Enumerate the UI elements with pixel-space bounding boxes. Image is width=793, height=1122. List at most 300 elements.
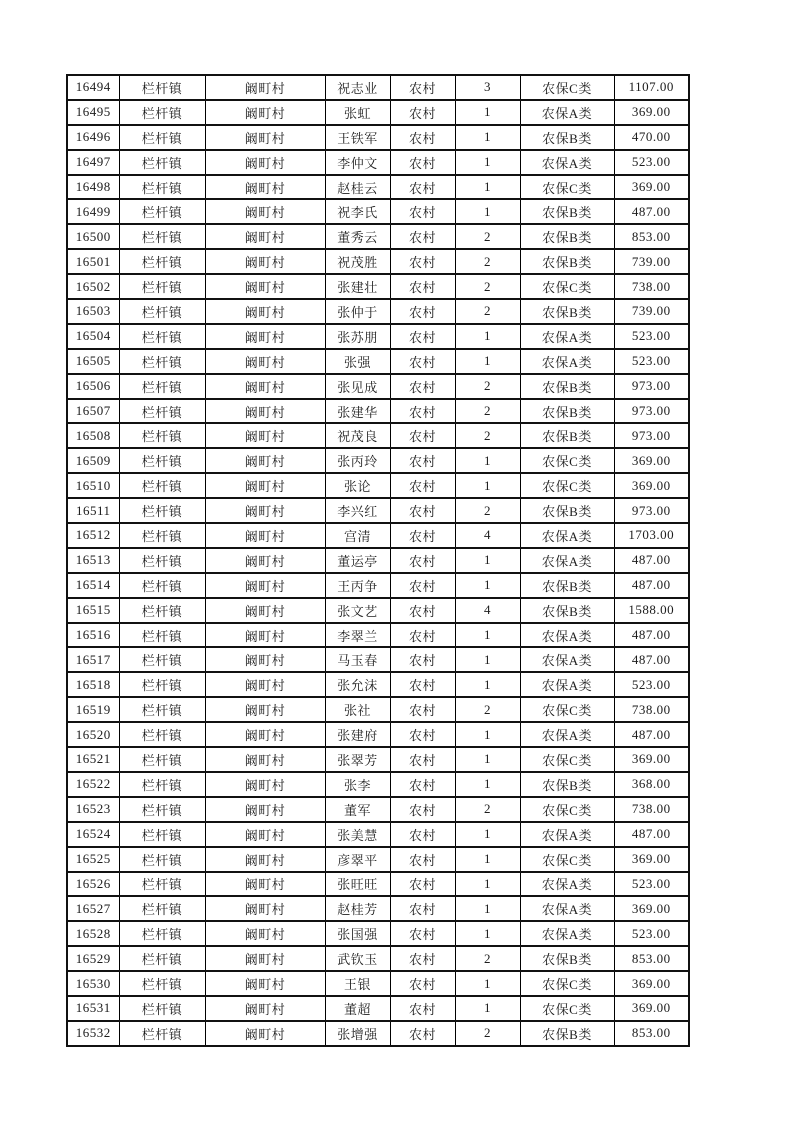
cell-person_count: 2 xyxy=(455,1021,520,1046)
cell-name: 张苏朋 xyxy=(325,324,390,349)
cell-town: 栏杆镇 xyxy=(119,896,205,921)
table-row xyxy=(67,797,689,822)
cell-serial: 16527 xyxy=(67,896,119,921)
cell-village: 阚町村 xyxy=(205,548,325,573)
cell-name: 李翠兰 xyxy=(325,623,390,648)
cell-insurance_category: 农保A类 xyxy=(520,672,614,697)
cell-household_type: 农村 xyxy=(390,374,455,399)
cell-village: 阚町村 xyxy=(205,971,325,996)
table-body xyxy=(67,75,689,1046)
cell-amount: 523.00 xyxy=(614,349,689,374)
cell-serial: 16515 xyxy=(67,598,119,623)
table-row xyxy=(67,324,689,349)
cell-amount: 853.00 xyxy=(614,224,689,249)
cell-person_count: 2 xyxy=(455,697,520,722)
cell-town: 栏杆镇 xyxy=(119,598,205,623)
cell-household_type: 农村 xyxy=(390,971,455,996)
cell-insurance_category: 农保B类 xyxy=(520,772,614,797)
cell-amount: 739.00 xyxy=(614,249,689,274)
cell-town: 栏杆镇 xyxy=(119,847,205,872)
cell-household_type: 农村 xyxy=(390,672,455,697)
cell-town: 栏杆镇 xyxy=(119,797,205,822)
cell-name: 李兴红 xyxy=(325,498,390,523)
cell-person_count: 1 xyxy=(455,822,520,847)
cell-name: 张虹 xyxy=(325,100,390,125)
cell-amount: 973.00 xyxy=(614,423,689,448)
cell-town: 栏杆镇 xyxy=(119,747,205,772)
cell-insurance_category: 农保C类 xyxy=(520,448,614,473)
cell-person_count: 1 xyxy=(455,921,520,946)
table-row xyxy=(67,249,689,274)
cell-serial: 16512 xyxy=(67,523,119,548)
cell-person_count: 1 xyxy=(455,125,520,150)
cell-amount: 853.00 xyxy=(614,1021,689,1046)
cell-village: 阚町村 xyxy=(205,722,325,747)
cell-town: 栏杆镇 xyxy=(119,548,205,573)
cell-amount: 487.00 xyxy=(614,199,689,224)
cell-person_count: 1 xyxy=(455,647,520,672)
cell-serial: 16506 xyxy=(67,374,119,399)
table-row xyxy=(67,921,689,946)
cell-village: 阚町村 xyxy=(205,399,325,424)
cell-insurance_category: 农保A类 xyxy=(520,623,614,648)
cell-person_count: 1 xyxy=(455,722,520,747)
cell-name: 张强 xyxy=(325,349,390,374)
cell-amount: 487.00 xyxy=(614,548,689,573)
cell-village: 阚町村 xyxy=(205,523,325,548)
table-row xyxy=(67,573,689,598)
cell-household_type: 农村 xyxy=(390,324,455,349)
cell-town: 栏杆镇 xyxy=(119,374,205,399)
cell-amount: 369.00 xyxy=(614,971,689,996)
cell-person_count: 4 xyxy=(455,523,520,548)
cell-town: 栏杆镇 xyxy=(119,150,205,175)
cell-serial: 16497 xyxy=(67,150,119,175)
cell-town: 栏杆镇 xyxy=(119,125,205,150)
cell-insurance_category: 农保B类 xyxy=(520,498,614,523)
cell-name: 王银 xyxy=(325,971,390,996)
cell-insurance_category: 农保C类 xyxy=(520,473,614,498)
cell-name: 赵桂云 xyxy=(325,175,390,200)
cell-serial: 16496 xyxy=(67,125,119,150)
table-row xyxy=(67,423,689,448)
cell-amount: 470.00 xyxy=(614,125,689,150)
cell-serial: 16500 xyxy=(67,224,119,249)
cell-household_type: 农村 xyxy=(390,399,455,424)
cell-person_count: 1 xyxy=(455,150,520,175)
cell-amount: 487.00 xyxy=(614,822,689,847)
cell-insurance_category: 农保B类 xyxy=(520,125,614,150)
cell-village: 阚町村 xyxy=(205,274,325,299)
cell-serial: 16519 xyxy=(67,697,119,722)
cell-serial: 16509 xyxy=(67,448,119,473)
cell-serial: 16516 xyxy=(67,623,119,648)
cell-household_type: 农村 xyxy=(390,872,455,897)
cell-name: 王铁军 xyxy=(325,125,390,150)
cell-insurance_category: 农保A类 xyxy=(520,921,614,946)
cell-name: 董运亭 xyxy=(325,548,390,573)
cell-village: 阚町村 xyxy=(205,697,325,722)
cell-village: 阚町村 xyxy=(205,996,325,1021)
cell-village: 阚町村 xyxy=(205,822,325,847)
cell-town: 栏杆镇 xyxy=(119,175,205,200)
table-row xyxy=(67,647,689,672)
cell-insurance_category: 农保B类 xyxy=(520,573,614,598)
cell-name: 董军 xyxy=(325,797,390,822)
cell-serial: 16511 xyxy=(67,498,119,523)
cell-insurance_category: 农保B类 xyxy=(520,199,614,224)
cell-village: 阚町村 xyxy=(205,921,325,946)
cell-household_type: 农村 xyxy=(390,623,455,648)
cell-village: 阚町村 xyxy=(205,224,325,249)
cell-serial: 16526 xyxy=(67,872,119,897)
cell-amount: 523.00 xyxy=(614,921,689,946)
cell-village: 阚町村 xyxy=(205,473,325,498)
cell-serial: 16530 xyxy=(67,971,119,996)
cell-name: 董秀云 xyxy=(325,224,390,249)
cell-amount: 369.00 xyxy=(614,100,689,125)
cell-village: 阚町村 xyxy=(205,647,325,672)
cell-serial: 16513 xyxy=(67,548,119,573)
cell-amount: 1703.00 xyxy=(614,523,689,548)
cell-amount: 738.00 xyxy=(614,697,689,722)
cell-name: 张国强 xyxy=(325,921,390,946)
cell-person_count: 2 xyxy=(455,274,520,299)
cell-amount: 523.00 xyxy=(614,324,689,349)
cell-town: 栏杆镇 xyxy=(119,473,205,498)
cell-amount: 1107.00 xyxy=(614,75,689,100)
cell-household_type: 农村 xyxy=(390,847,455,872)
cell-amount: 853.00 xyxy=(614,946,689,971)
cell-town: 栏杆镇 xyxy=(119,921,205,946)
cell-insurance_category: 农保A类 xyxy=(520,822,614,847)
cell-town: 栏杆镇 xyxy=(119,75,205,100)
cell-insurance_category: 农保B类 xyxy=(520,299,614,324)
cell-village: 阚町村 xyxy=(205,1021,325,1046)
table-row xyxy=(67,523,689,548)
cell-town: 栏杆镇 xyxy=(119,498,205,523)
cell-town: 栏杆镇 xyxy=(119,623,205,648)
cell-household_type: 农村 xyxy=(390,697,455,722)
cell-person_count: 1 xyxy=(455,548,520,573)
cell-serial: 16528 xyxy=(67,921,119,946)
cell-person_count: 2 xyxy=(455,299,520,324)
cell-amount: 487.00 xyxy=(614,573,689,598)
cell-name: 张文艺 xyxy=(325,598,390,623)
cell-person_count: 1 xyxy=(455,872,520,897)
cell-serial: 16525 xyxy=(67,847,119,872)
cell-household_type: 农村 xyxy=(390,548,455,573)
cell-amount: 487.00 xyxy=(614,647,689,672)
cell-person_count: 1 xyxy=(455,971,520,996)
cell-amount: 973.00 xyxy=(614,374,689,399)
cell-person_count: 1 xyxy=(455,175,520,200)
cell-amount: 523.00 xyxy=(614,672,689,697)
cell-household_type: 农村 xyxy=(390,274,455,299)
cell-amount: 369.00 xyxy=(614,175,689,200)
cell-name: 祝志业 xyxy=(325,75,390,100)
cell-name: 张增强 xyxy=(325,1021,390,1046)
table-row xyxy=(67,822,689,847)
cell-insurance_category: 农保C类 xyxy=(520,971,614,996)
cell-amount: 973.00 xyxy=(614,498,689,523)
cell-person_count: 1 xyxy=(455,996,520,1021)
cell-person_count: 1 xyxy=(455,199,520,224)
cell-amount: 523.00 xyxy=(614,872,689,897)
cell-town: 栏杆镇 xyxy=(119,324,205,349)
cell-village: 阚町村 xyxy=(205,150,325,175)
cell-serial: 16524 xyxy=(67,822,119,847)
cell-amount: 369.00 xyxy=(614,448,689,473)
cell-town: 栏杆镇 xyxy=(119,872,205,897)
cell-serial: 16495 xyxy=(67,100,119,125)
cell-village: 阚町村 xyxy=(205,896,325,921)
cell-village: 阚町村 xyxy=(205,623,325,648)
table-row xyxy=(67,847,689,872)
cell-household_type: 农村 xyxy=(390,100,455,125)
cell-name: 武钦玉 xyxy=(325,946,390,971)
cell-household_type: 农村 xyxy=(390,125,455,150)
cell-household_type: 农村 xyxy=(390,946,455,971)
cell-amount: 973.00 xyxy=(614,399,689,424)
cell-village: 阚町村 xyxy=(205,423,325,448)
cell-town: 栏杆镇 xyxy=(119,423,205,448)
cell-insurance_category: 农保C类 xyxy=(520,797,614,822)
cell-village: 阚町村 xyxy=(205,299,325,324)
cell-insurance_category: 农保C类 xyxy=(520,274,614,299)
cell-village: 阚町村 xyxy=(205,747,325,772)
cell-insurance_category: 农保C类 xyxy=(520,996,614,1021)
cell-village: 阚町村 xyxy=(205,797,325,822)
cell-household_type: 农村 xyxy=(390,722,455,747)
cell-amount: 487.00 xyxy=(614,623,689,648)
cell-household_type: 农村 xyxy=(390,747,455,772)
cell-town: 栏杆镇 xyxy=(119,672,205,697)
cell-village: 阚町村 xyxy=(205,175,325,200)
cell-person_count: 4 xyxy=(455,598,520,623)
cell-amount: 738.00 xyxy=(614,274,689,299)
table-row xyxy=(67,697,689,722)
cell-person_count: 1 xyxy=(455,747,520,772)
cell-household_type: 农村 xyxy=(390,199,455,224)
table-row xyxy=(67,374,689,399)
cell-town: 栏杆镇 xyxy=(119,772,205,797)
cell-name: 张美慧 xyxy=(325,822,390,847)
cell-person_count: 3 xyxy=(455,75,520,100)
table-row xyxy=(67,946,689,971)
cell-insurance_category: 农保A类 xyxy=(520,548,614,573)
cell-insurance_category: 农保A类 xyxy=(520,324,614,349)
cell-insurance_category: 农保A类 xyxy=(520,872,614,897)
cell-amount: 739.00 xyxy=(614,299,689,324)
cell-town: 栏杆镇 xyxy=(119,199,205,224)
table-row xyxy=(67,125,689,150)
cell-household_type: 农村 xyxy=(390,349,455,374)
table-row xyxy=(67,896,689,921)
cell-serial: 16520 xyxy=(67,722,119,747)
cell-name: 赵桂芳 xyxy=(325,896,390,921)
cell-household_type: 农村 xyxy=(390,996,455,1021)
cell-town: 栏杆镇 xyxy=(119,448,205,473)
table-row xyxy=(67,1021,689,1046)
cell-insurance_category: 农保C类 xyxy=(520,75,614,100)
cell-household_type: 农村 xyxy=(390,921,455,946)
cell-household_type: 农村 xyxy=(390,448,455,473)
cell-insurance_category: 农保B类 xyxy=(520,399,614,424)
cell-amount: 369.00 xyxy=(614,747,689,772)
cell-person_count: 1 xyxy=(455,623,520,648)
cell-insurance_category: 农保B类 xyxy=(520,598,614,623)
table-row xyxy=(67,473,689,498)
cell-insurance_category: 农保A类 xyxy=(520,349,614,374)
cell-person_count: 1 xyxy=(455,349,520,374)
cell-town: 栏杆镇 xyxy=(119,299,205,324)
cell-person_count: 1 xyxy=(455,847,520,872)
cell-town: 栏杆镇 xyxy=(119,100,205,125)
table-row xyxy=(67,996,689,1021)
cell-serial: 16498 xyxy=(67,175,119,200)
cell-person_count: 2 xyxy=(455,399,520,424)
cell-village: 阚町村 xyxy=(205,100,325,125)
cell-household_type: 农村 xyxy=(390,224,455,249)
cell-household_type: 农村 xyxy=(390,772,455,797)
cell-household_type: 农村 xyxy=(390,1021,455,1046)
table-row xyxy=(67,224,689,249)
cell-amount: 368.00 xyxy=(614,772,689,797)
cell-town: 栏杆镇 xyxy=(119,249,205,274)
cell-town: 栏杆镇 xyxy=(119,946,205,971)
table-row xyxy=(67,299,689,324)
cell-insurance_category: 农保C类 xyxy=(520,747,614,772)
cell-insurance_category: 农保C类 xyxy=(520,697,614,722)
cell-person_count: 2 xyxy=(455,249,520,274)
cell-person_count: 1 xyxy=(455,448,520,473)
cell-name: 彦翠平 xyxy=(325,847,390,872)
cell-person_count: 2 xyxy=(455,224,520,249)
table-row xyxy=(67,349,689,374)
cell-household_type: 农村 xyxy=(390,498,455,523)
cell-village: 阚町村 xyxy=(205,498,325,523)
cell-household_type: 农村 xyxy=(390,822,455,847)
cell-town: 栏杆镇 xyxy=(119,523,205,548)
cell-town: 栏杆镇 xyxy=(119,399,205,424)
table-row xyxy=(67,772,689,797)
table-row xyxy=(67,150,689,175)
table-row xyxy=(67,548,689,573)
cell-amount: 1588.00 xyxy=(614,598,689,623)
cell-town: 栏杆镇 xyxy=(119,573,205,598)
cell-name: 祝茂胜 xyxy=(325,249,390,274)
cell-name: 董超 xyxy=(325,996,390,1021)
cell-amount: 738.00 xyxy=(614,797,689,822)
cell-household_type: 农村 xyxy=(390,150,455,175)
cell-serial: 16505 xyxy=(67,349,119,374)
cell-town: 栏杆镇 xyxy=(119,722,205,747)
cell-person_count: 1 xyxy=(455,772,520,797)
cell-village: 阚町村 xyxy=(205,772,325,797)
cell-household_type: 农村 xyxy=(390,523,455,548)
table-row xyxy=(67,199,689,224)
cell-household_type: 农村 xyxy=(390,249,455,274)
cell-serial: 16507 xyxy=(67,399,119,424)
cell-town: 栏杆镇 xyxy=(119,224,205,249)
cell-insurance_category: 农保A类 xyxy=(520,523,614,548)
cell-name: 张见成 xyxy=(325,374,390,399)
cell-serial: 16529 xyxy=(67,946,119,971)
cell-village: 阚町村 xyxy=(205,324,325,349)
table-row xyxy=(67,971,689,996)
cell-serial: 16499 xyxy=(67,199,119,224)
cell-amount: 369.00 xyxy=(614,996,689,1021)
cell-serial: 16494 xyxy=(67,75,119,100)
cell-town: 栏杆镇 xyxy=(119,1021,205,1046)
cell-household_type: 农村 xyxy=(390,423,455,448)
cell-serial: 16508 xyxy=(67,423,119,448)
cell-village: 阚町村 xyxy=(205,672,325,697)
table-row xyxy=(67,672,689,697)
cell-person_count: 1 xyxy=(455,473,520,498)
cell-household_type: 农村 xyxy=(390,299,455,324)
cell-insurance_category: 农保B类 xyxy=(520,374,614,399)
cell-person_count: 1 xyxy=(455,573,520,598)
cell-person_count: 1 xyxy=(455,896,520,921)
cell-serial: 16504 xyxy=(67,324,119,349)
cell-village: 阚町村 xyxy=(205,946,325,971)
cell-name: 祝李氏 xyxy=(325,199,390,224)
cell-amount: 369.00 xyxy=(614,896,689,921)
cell-serial: 16517 xyxy=(67,647,119,672)
cell-serial: 16532 xyxy=(67,1021,119,1046)
cell-name: 张李 xyxy=(325,772,390,797)
cell-insurance_category: 农保A类 xyxy=(520,896,614,921)
cell-serial: 16531 xyxy=(67,996,119,1021)
table-row xyxy=(67,498,689,523)
cell-household_type: 农村 xyxy=(390,598,455,623)
table-row xyxy=(67,399,689,424)
cell-insurance_category: 农保B类 xyxy=(520,1021,614,1046)
cell-insurance_category: 农保B类 xyxy=(520,946,614,971)
cell-household_type: 农村 xyxy=(390,896,455,921)
cell-serial: 16503 xyxy=(67,299,119,324)
cell-person_count: 1 xyxy=(455,672,520,697)
cell-village: 阚町村 xyxy=(205,872,325,897)
cell-name: 张建华 xyxy=(325,399,390,424)
cell-name: 张社 xyxy=(325,697,390,722)
cell-town: 栏杆镇 xyxy=(119,996,205,1021)
cell-insurance_category: 农保B类 xyxy=(520,224,614,249)
cell-village: 阚町村 xyxy=(205,125,325,150)
table-row xyxy=(67,75,689,100)
cell-village: 阚町村 xyxy=(205,374,325,399)
cell-household_type: 农村 xyxy=(390,573,455,598)
cell-name: 李仲文 xyxy=(325,150,390,175)
table-row xyxy=(67,274,689,299)
cell-insurance_category: 农保C类 xyxy=(520,847,614,872)
cell-insurance_category: 农保A类 xyxy=(520,647,614,672)
cell-village: 阚町村 xyxy=(205,75,325,100)
cell-town: 栏杆镇 xyxy=(119,697,205,722)
cell-name: 张翠芳 xyxy=(325,747,390,772)
cell-village: 阚町村 xyxy=(205,199,325,224)
cell-village: 阚町村 xyxy=(205,448,325,473)
cell-name: 王丙争 xyxy=(325,573,390,598)
cell-name: 张丙玲 xyxy=(325,448,390,473)
cell-insurance_category: 农保A类 xyxy=(520,150,614,175)
table-row xyxy=(67,448,689,473)
cell-household_type: 农村 xyxy=(390,797,455,822)
cell-person_count: 1 xyxy=(455,100,520,125)
table-row xyxy=(67,598,689,623)
